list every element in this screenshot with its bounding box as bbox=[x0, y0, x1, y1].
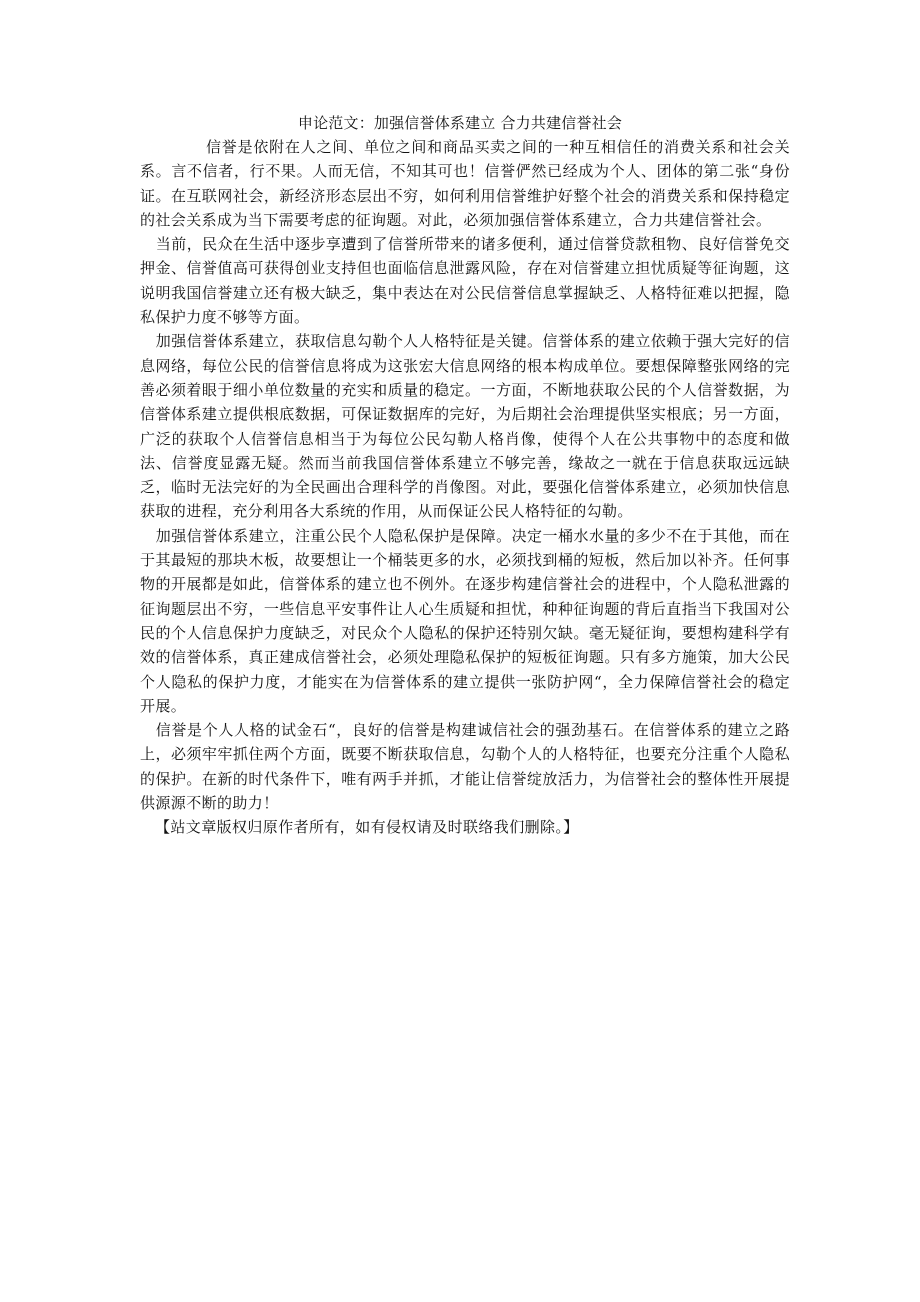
paragraph-conclusion: 信誉是个人人格的试金石“，良好的信誉是构建诚信社会的强劲基石。在信誉体系的建立之路上，必须牢牢抓住两个方面，既要不断获取信息，勾勒个人的人格特征，也要充分注重个人隐私的保护。在新的时代条件下，唯有两手并抓，才能让信誉绽放活力，为信誉社会的整体性开展提供源源不断的助力！ bbox=[140, 721, 790, 813]
paragraph-current-situation: 当前，民众在生活中逐步享遭到了信誉所带来的诸多便利，通过信誉贷款租物、良好信誉免交押金、信誉值高可获得创业支持但也面临信息泄露风险，存在对信誉建立担忧质疑等征询题，这说明我国信誉建立还有极大缺乏，集中表达在对公民信誉信息掌握缺乏、人格特征难以把握，隐私保护力度不够等方面。 bbox=[140, 235, 790, 327]
document-title: 申论范文：加强信誉体系建立 合力共建信誉社会 bbox=[297, 114, 623, 132]
paragraph-intro: 信誉是依附在人之间、单位之间和商品买卖之间的一种互相信任的消费关系和社会关系。言不信者，行不果。人而无信，不知其可也！信誉俨然已经成为个人、团体的第二张“身份证。在互联网社会，新经济形态层出不穷，如何利用信誉维护好整个社会的消费关系和保持稳定的社会关系成为当下需要考虑的征询题。对此，必须加强信誉体系建立，合力共建信誉社会。 bbox=[140, 138, 790, 229]
paragraph-privacy-protection: 加强信誉体系建立，注重公民个人隐私保护是保障。决定一桶水水量的多少不在于其他，而在于其最短的那块木板，故要想让一个桶装更多的水，必须找到桶的短板，然后加以补齐。任何事物的开展都是如此，信誉体系的建立也不例外。在逐步构建信誉社会的进程中，个人隐私泄露的征询题层出不穷，一些信息平安事件让人心生质疑和担忧，种种征询题的背后直指当下我国对公民的个人信息保护力度缺乏，对民众个人隐私的保护还特别欠缺。毫无疑征询，要想构建科学有效的信誉体系，真正建成信誉社会，必须处理隐私保护的短板征询题。只有多方施策，加大公民个人隐私的保护力度，才能实在为信誉体系的建立提供一张防护网“，全力保障信誉社会的稳定开展。 bbox=[140, 526, 790, 715]
document-body bbox=[140, 135, 790, 840]
copyright-notice: 【站文章版权归原作者所有，如有侵权请及时联络我们删除。】 bbox=[155, 818, 579, 837]
paragraph-information-gathering: 加强信誉体系建立，获取信息勾勒个人人格特征是关键。信誉体系的建立依赖于强大完好的信息网络，每位公民的信誉信息将成为这张宏大信息网络的根本构成单位。要想保障整张网络的完善必须着眼于细小单位数量的充实和质量的稳定。一方面，不断地获取公民的个人信誉数据，为信誉体系建立提供根底数据，可保证数据库的完好，为后期社会治理提供坚实根底；另一方面，广泛的获取个人信誉信息相当于为每位公民勾勒人格肖像，使得个人在公共事物中的态度和做法、信誉度显露无疑。然而当前我国信誉体系建立不够完善，缘故之一就在于信息获取远远缺乏，临时无法完好的为全民画出合理科学的肖像图。对此，要强化信誉体系建立，必须加快信息获取的进程，充分利用各大系统的作用，从而保证公民人格特征的勾勒。 bbox=[140, 332, 790, 521]
